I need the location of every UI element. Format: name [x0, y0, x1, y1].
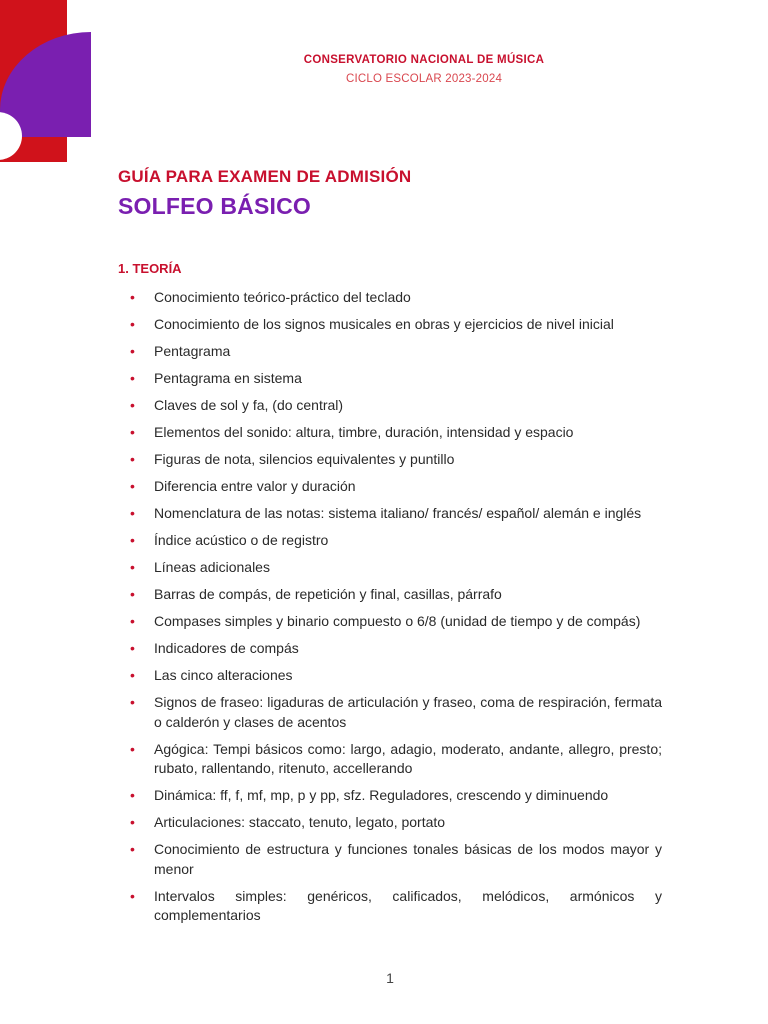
bullet-icon: •: [130, 316, 135, 332]
list-item-text: Conocimiento de estructura y funciones tonales básicas de los modos mayor y menor: [154, 841, 662, 877]
section-heading: 1. TEORÍA: [118, 261, 182, 276]
bullet-icon: •: [130, 841, 135, 857]
list-item-text: Conocimiento de los signos musicales en obras y ejercicios de nivel inicial: [154, 316, 614, 332]
subject-title: SOLFEO BÁSICO: [118, 193, 312, 219]
list-item-text: Barras de compás, de repetición y final, casillas, párrafo: [154, 586, 502, 602]
bullet-icon: •: [130, 370, 135, 386]
bullet-icon: •: [130, 694, 135, 710]
list-item: [118, 477, 662, 497]
bullet-icon: •: [130, 343, 135, 359]
bullet-icon: •: [130, 289, 135, 305]
list-item-text: Las cinco alteraciones: [154, 667, 293, 683]
list-item-text: Conocimiento teórico-práctico del teclado: [154, 289, 411, 305]
bullet-icon: •: [130, 640, 135, 656]
list-item: [118, 315, 662, 335]
list-item-text: Claves de sol y fa, (do central): [154, 397, 344, 413]
list-item: [118, 450, 662, 470]
bullet-icon: •: [130, 613, 135, 629]
list-item: [118, 531, 662, 551]
list-item: [118, 423, 662, 443]
list-item-text: Líneas adicionales: [154, 559, 270, 575]
bullet-icon: •: [130, 740, 135, 757]
bullet-icon: •: [130, 787, 135, 803]
list-item-text: Dinámica: ff, f, mf, mp, p y pp, sfz. Reguladores, crescendo y diminuendo: [154, 787, 609, 803]
page-number: 1: [386, 970, 394, 986]
list-item: [118, 639, 662, 659]
list-item-text: Índice acústico o de registro: [154, 532, 329, 548]
bullet-icon: •: [130, 451, 135, 467]
list-item-text: Elementos del sonido: altura, timbre, duración, intensidad y espacio: [154, 424, 574, 440]
list-item-text: Compases simples y binario compuesto o 6/8 (unidad de tiempo y de compás): [154, 613, 641, 629]
list-item-text: Indicadores de compás: [154, 640, 299, 656]
list-item: [118, 840, 662, 879]
list-item: [118, 693, 662, 732]
theory-topic-list: [118, 288, 662, 933]
institution-name: CONSERVATORIO NACIONAL DE MÚSICA: [303, 54, 545, 66]
list-item-text: Pentagrama en sistema: [154, 370, 302, 386]
list-item: [118, 369, 662, 389]
bullet-icon: •: [130, 424, 135, 440]
list-item: [118, 288, 662, 308]
bullet-icon: •: [130, 397, 135, 413]
bullet-icon: •: [130, 532, 135, 548]
list-item: [118, 612, 662, 632]
list-item: [118, 666, 662, 686]
list-item: [118, 740, 662, 779]
list-item: [118, 786, 662, 806]
bullet-icon: •: [130, 667, 135, 683]
list-item: [118, 396, 662, 416]
document-header: [0, 54, 768, 85]
bullet-icon: •: [130, 887, 135, 904]
list-item-text: Signos de fraseo: ligaduras de articulación y fraseo, coma de respiración, fermata o calderón y clases de acentos: [154, 694, 662, 730]
list-item: [118, 813, 662, 833]
list-item-text: Diferencia entre valor y duración: [154, 478, 356, 494]
list-item: [118, 887, 662, 926]
list-item-text: Pentagrama: [154, 343, 231, 359]
list-item-text: Nomenclatura de las notas: sistema italiano/ francés/ español/ alemán e inglés: [154, 505, 642, 521]
list-item-text: Figuras de nota, silencios equivalentes y puntillo: [154, 451, 455, 467]
bullet-icon: •: [130, 505, 135, 521]
guide-title: GUÍA PARA EXAMEN DE ADMISIÓN: [118, 167, 412, 186]
list-item: [118, 558, 662, 578]
list-item-text: Agógica: Tempi básicos como: largo, adagio, moderato, andante, allegro, presto; rubato, rallentando, ritenuto, accellerando: [154, 740, 662, 776]
bullet-icon: •: [130, 478, 135, 494]
list-item-text: Intervalos simples: genéricos, calificados, melódicos, armónicos y complementarios: [154, 887, 662, 923]
school-cycle: CICLO ESCOLAR 2023-2024: [345, 73, 503, 85]
bullet-icon: •: [130, 586, 135, 602]
bullet-icon: •: [130, 814, 135, 830]
list-item: [118, 342, 662, 362]
bullet-icon: •: [130, 559, 135, 575]
list-item: [118, 504, 662, 524]
list-item: [118, 585, 662, 605]
list-item-text: Articulaciones: staccato, tenuto, legato, portato: [154, 814, 446, 830]
